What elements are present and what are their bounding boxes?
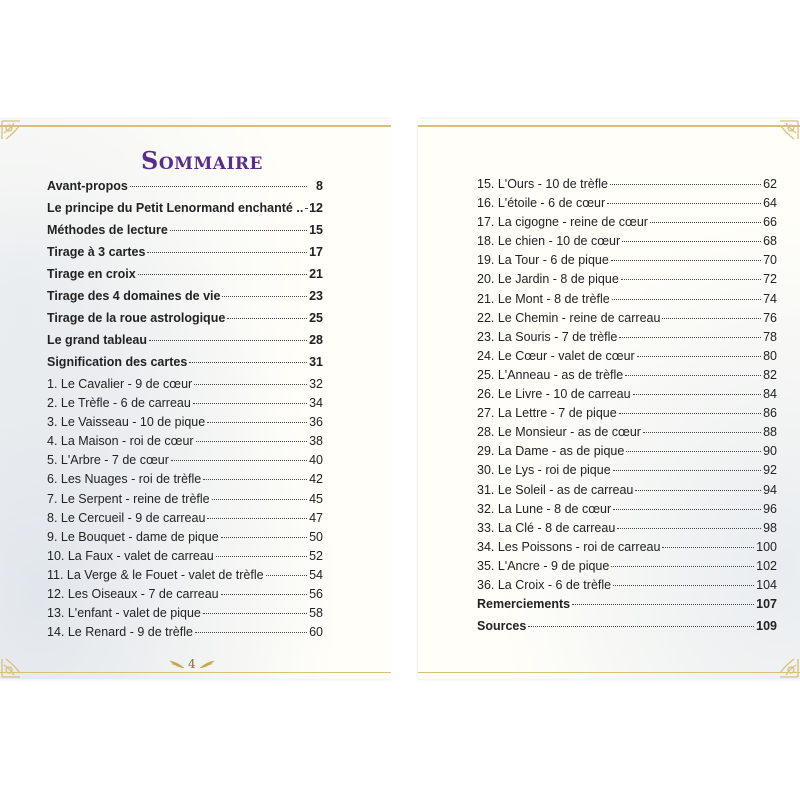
toc-entry-page: 38 bbox=[309, 434, 323, 449]
toc-entry-label: 21. Le Mont - 8 de trèfle bbox=[477, 291, 610, 306]
toc-entry-label: 22. Le Chemin - reine de carreau bbox=[477, 310, 661, 325]
toc-entry[interactable] bbox=[47, 311, 323, 333]
toc-entry-page: 98 bbox=[763, 520, 777, 535]
toc-entry-label: 24. Le Cœur - valet de cœur bbox=[477, 348, 635, 363]
toc-entry-page: 52 bbox=[309, 548, 323, 563]
toc-entry-page: 34 bbox=[309, 396, 323, 411]
toc-entry[interactable] bbox=[477, 292, 777, 311]
toc-entry-page: 102 bbox=[756, 558, 777, 573]
toc-entry-label: 8. Le Cercueil - 9 de carreau bbox=[47, 510, 206, 525]
dot-leader bbox=[212, 499, 307, 500]
toc-entry-label: 10. La Faux - valet de carreau bbox=[47, 548, 214, 563]
toc-entry-page: 25 bbox=[309, 311, 323, 325]
dot-leader bbox=[611, 260, 761, 261]
dot-leader bbox=[528, 626, 754, 627]
dot-leader bbox=[662, 547, 754, 548]
corner-ornament-icon bbox=[0, 119, 34, 153]
toc-entry-page: 94 bbox=[763, 482, 777, 497]
dot-leader bbox=[619, 337, 761, 338]
toc-entry-page: 42 bbox=[309, 472, 323, 487]
toc-entry-label: Tirage en croix bbox=[47, 267, 136, 281]
toc-entry[interactable] bbox=[477, 215, 777, 234]
toc-entry-page: 15 bbox=[309, 223, 323, 237]
dot-leader bbox=[633, 394, 761, 395]
page-folio bbox=[170, 657, 214, 671]
toc-entry-label: 12. Les Oiseaux - 7 de carreau bbox=[47, 587, 219, 602]
dot-leader bbox=[221, 594, 307, 595]
toc-entry-label: Tirage de la roue astrologique bbox=[47, 311, 226, 325]
toc-entry[interactable] bbox=[477, 272, 777, 291]
toc-entry-page: 12 bbox=[309, 201, 323, 215]
wings-icon bbox=[170, 660, 184, 669]
toc-entry-label: 4. La Maison - roi de cœur bbox=[47, 434, 194, 449]
dot-leader bbox=[305, 208, 307, 209]
toc-entry-page: 107 bbox=[756, 597, 777, 612]
dot-leader bbox=[613, 509, 761, 510]
toc-entry[interactable] bbox=[477, 597, 777, 619]
dot-leader bbox=[196, 441, 307, 442]
toc-entry-label: 35. L'Ancre - 9 de pique bbox=[477, 558, 610, 573]
toc-entry-page: 104 bbox=[756, 577, 777, 592]
toc-entry-label: Sources bbox=[477, 619, 527, 634]
toc-entry-label: Remerciements bbox=[477, 597, 571, 612]
toc-entry[interactable] bbox=[47, 289, 323, 311]
dot-leader bbox=[193, 403, 307, 404]
toc-entry-page: 23 bbox=[309, 289, 323, 303]
toc-entry-label: Méthodes de lecture bbox=[47, 223, 168, 237]
toc-entry[interactable] bbox=[47, 396, 323, 415]
toc-entry-page: 80 bbox=[763, 348, 777, 363]
toc-entry-label: 3. Le Vaisseau - 10 de pique bbox=[47, 415, 206, 430]
dot-leader bbox=[621, 279, 761, 280]
dot-leader bbox=[643, 432, 761, 433]
toc-entry-page: 32 bbox=[309, 377, 323, 391]
toc-entry-page: 31 bbox=[309, 355, 323, 369]
toc-entry[interactable] bbox=[477, 578, 777, 597]
toc-entry-label: 20. Le Jardin - 8 de pique bbox=[477, 272, 619, 287]
dot-leader bbox=[147, 252, 307, 253]
toc-entry-label: Le grand tableau bbox=[47, 333, 148, 347]
toc-entry[interactable] bbox=[47, 415, 323, 434]
dot-leader bbox=[207, 518, 307, 519]
toc-entry-page: 86 bbox=[763, 406, 777, 421]
toc-entry[interactable] bbox=[47, 201, 323, 223]
toc-entry[interactable] bbox=[477, 406, 777, 425]
dot-leader bbox=[227, 318, 307, 319]
right-page bbox=[418, 119, 800, 679]
toc-entry-label: 36. La Croix - 6 de trèfle bbox=[477, 577, 612, 592]
toc-entry[interactable] bbox=[477, 619, 777, 641]
toc-entry-label: 33. La Clé - 8 de carreau bbox=[477, 520, 616, 535]
toc-entry[interactable] bbox=[47, 492, 323, 511]
toc-entry[interactable] bbox=[47, 355, 323, 377]
toc-entry[interactable] bbox=[47, 223, 323, 245]
toc-entry[interactable] bbox=[477, 330, 777, 349]
toc-entry-label: 7. Le Serpent - reine de trèfle bbox=[47, 491, 210, 506]
corner-ornament-icon bbox=[766, 119, 800, 153]
dot-leader bbox=[222, 296, 307, 297]
toc-entry-label: Tirage à 3 cartes bbox=[47, 245, 146, 259]
dot-leader bbox=[207, 422, 307, 423]
toc-entry-page: 82 bbox=[763, 367, 777, 382]
toc-entry-page: 109 bbox=[756, 619, 777, 634]
toc-entry-label: 9. Le Bouquet - dame de pique bbox=[47, 529, 219, 544]
toc-entry-label: 15. L'Ours - 10 de trèfle bbox=[477, 177, 608, 191]
dot-leader bbox=[572, 604, 754, 605]
toc-entry-page: 40 bbox=[309, 453, 323, 468]
toc-entry-label: 17. La cigogne - reine de cœur bbox=[477, 215, 648, 230]
toc-entry-label: 34. Les Poissons - roi de carreau bbox=[477, 539, 661, 554]
toc-entry-page: 60 bbox=[309, 625, 323, 640]
toc-entry-page: 100 bbox=[756, 539, 777, 554]
dot-leader bbox=[635, 490, 761, 491]
dot-leader bbox=[650, 222, 761, 223]
toc-entry-label: 16. L'étoile - 6 de cœur bbox=[477, 196, 606, 211]
dot-leader bbox=[138, 274, 307, 275]
dot-leader bbox=[195, 632, 307, 633]
page-number: 4 bbox=[188, 657, 196, 671]
toc-entry[interactable] bbox=[47, 587, 323, 606]
toc-entry-page: 70 bbox=[763, 253, 777, 268]
toc-entry-page: 64 bbox=[763, 196, 777, 211]
toc-entry-label: 29. La Dame - as de pique bbox=[477, 444, 625, 459]
book-gutter bbox=[391, 119, 418, 679]
toc-entry-label: 28. Le Monsieur - as de cœur bbox=[477, 425, 641, 440]
dot-leader bbox=[203, 479, 307, 480]
toc-entry[interactable] bbox=[47, 472, 323, 491]
top-border-line bbox=[418, 125, 800, 127]
toc-entry[interactable] bbox=[477, 540, 777, 559]
dot-leader bbox=[637, 356, 761, 357]
toc-entry-label: Avant-propos bbox=[47, 179, 128, 193]
dot-leader bbox=[613, 470, 761, 471]
toc-entry[interactable] bbox=[477, 502, 777, 521]
top-border-line bbox=[0, 125, 391, 127]
toc-entry-page: 96 bbox=[763, 501, 777, 516]
dot-leader bbox=[216, 556, 307, 557]
toc-entry[interactable] bbox=[47, 179, 323, 201]
dot-leader bbox=[611, 566, 754, 567]
dot-leader bbox=[607, 203, 761, 204]
toc-entry-label: 32. La Lune - 8 de cœur bbox=[477, 501, 612, 516]
toc-entry-label: 26. Le Livre - 10 de carreau bbox=[477, 387, 631, 402]
toc-entry-page: 17 bbox=[309, 245, 323, 259]
toc-entry-page: 58 bbox=[309, 606, 323, 621]
dot-leader bbox=[130, 186, 307, 187]
toc-entry-page: 50 bbox=[309, 529, 323, 544]
toc-entry-page: 90 bbox=[763, 444, 777, 459]
dot-leader bbox=[149, 340, 307, 341]
toc-entry[interactable] bbox=[477, 177, 777, 196]
toc-entry[interactable] bbox=[47, 245, 323, 267]
toc-entry-page: 8 bbox=[316, 179, 323, 193]
toc-entry-page: 68 bbox=[763, 234, 777, 249]
dot-leader bbox=[625, 375, 761, 376]
toc-entry-page: 28 bbox=[309, 333, 323, 347]
toc-entry[interactable] bbox=[477, 368, 777, 387]
toc-entry-label: 11. La Verge & le Fouet - valet de trèfle bbox=[47, 567, 264, 582]
dot-leader bbox=[613, 585, 754, 586]
toc-entry[interactable] bbox=[47, 333, 323, 355]
toc-entry-label: 6. Les Nuages - roi de trèfle bbox=[47, 472, 202, 487]
left-page bbox=[0, 119, 391, 679]
toc-entry[interactable] bbox=[47, 625, 323, 644]
wings-icon bbox=[200, 660, 214, 669]
toc-entry-page: 62 bbox=[763, 177, 777, 191]
toc-entry[interactable] bbox=[477, 196, 777, 215]
toc-entry-label: Le principe du Petit Lenormand enchanté .. bbox=[47, 201, 304, 215]
toc-entry-label: Tirage des 4 domaines de vie bbox=[47, 289, 221, 303]
toc-entry[interactable] bbox=[477, 444, 777, 463]
toc-entry-page: 56 bbox=[309, 587, 323, 602]
toc-entry[interactable] bbox=[47, 434, 323, 453]
dot-leader bbox=[171, 460, 307, 461]
dot-leader bbox=[662, 318, 761, 319]
page-title: Sommaire bbox=[141, 146, 264, 175]
dot-leader bbox=[619, 413, 761, 414]
toc-entry[interactable] bbox=[477, 463, 777, 482]
toc-entry-page: 76 bbox=[763, 310, 777, 325]
toc-list-left bbox=[47, 179, 323, 644]
toc-entry-label: 31. Le Soleil - as de carreau bbox=[477, 482, 634, 497]
dot-leader bbox=[221, 537, 307, 538]
dot-leader bbox=[189, 362, 307, 363]
toc-entry-label: 1. Le Cavalier - 9 de cœur bbox=[47, 377, 193, 391]
dot-leader bbox=[266, 575, 307, 576]
toc-entry[interactable] bbox=[47, 267, 323, 289]
dot-leader bbox=[626, 451, 761, 452]
toc-entry-label: 13. L'enfant - valet de pique bbox=[47, 606, 201, 621]
toc-entry-label: Signification des cartes bbox=[47, 355, 188, 369]
toc-entry[interactable] bbox=[47, 530, 323, 549]
toc-entry[interactable] bbox=[477, 349, 777, 368]
toc-entry[interactable] bbox=[47, 453, 323, 472]
toc-entry-label: 30. Le Lys - roi de pique bbox=[477, 463, 611, 478]
dot-leader bbox=[610, 184, 761, 185]
toc-entry-page: 84 bbox=[763, 387, 777, 402]
toc-entry[interactable] bbox=[477, 483, 777, 502]
toc-entry[interactable] bbox=[477, 311, 777, 330]
toc-entry-label: 18. Le chien - 10 de cœur bbox=[477, 234, 621, 249]
toc-entry[interactable] bbox=[477, 425, 777, 444]
toc-entry-page: 54 bbox=[309, 567, 323, 582]
toc-entry-page: 36 bbox=[309, 415, 323, 430]
dot-leader bbox=[612, 299, 761, 300]
corner-ornament-icon bbox=[766, 645, 800, 679]
dot-leader bbox=[617, 528, 761, 529]
toc-entry[interactable] bbox=[47, 511, 323, 530]
toc-entry-label: 19. La Tour - 6 de pique bbox=[477, 253, 609, 268]
dot-leader bbox=[622, 241, 761, 242]
bottom-border-line bbox=[418, 672, 800, 674]
dot-leader bbox=[170, 230, 307, 231]
toc-entry[interactable] bbox=[477, 253, 777, 272]
corner-ornament-icon bbox=[0, 645, 34, 679]
toc-entry-page: 92 bbox=[763, 463, 777, 478]
toc-entry[interactable] bbox=[477, 559, 777, 578]
toc-entry[interactable] bbox=[477, 234, 777, 253]
toc-entry[interactable] bbox=[47, 549, 323, 568]
toc-entry-label: 5. L'Arbre - 7 de cœur bbox=[47, 453, 169, 468]
toc-entry-label: 25. L'Anneau - as de trèfle bbox=[477, 367, 624, 382]
toc-entry-page: 78 bbox=[763, 329, 777, 344]
toc-entry[interactable] bbox=[477, 521, 777, 540]
toc-entry-page: 88 bbox=[763, 425, 777, 440]
toc-entry[interactable] bbox=[477, 387, 777, 406]
bottom-border-line bbox=[0, 672, 391, 674]
toc-entry-page: 66 bbox=[763, 215, 777, 230]
toc-entry-page: 47 bbox=[309, 510, 323, 525]
toc-entry-page: 74 bbox=[763, 291, 777, 306]
dot-leader bbox=[203, 613, 307, 614]
toc-entry-page: 21 bbox=[309, 267, 323, 281]
toc-entry-page: 72 bbox=[763, 272, 777, 287]
toc-entry-label: 2. Le Trèfle - 6 de carreau bbox=[47, 396, 191, 411]
toc-entry-label: 27. La Lettre - 7 de pique bbox=[477, 406, 617, 421]
toc-entry[interactable] bbox=[47, 606, 323, 625]
toc-list-right bbox=[477, 177, 777, 641]
toc-entry-page: 45 bbox=[309, 491, 323, 506]
toc-entry[interactable] bbox=[47, 568, 323, 587]
dot-leader bbox=[194, 384, 307, 385]
toc-entry-label: 23. La Souris - 7 de trèfle bbox=[477, 329, 618, 344]
toc-entry-label: 14. Le Renard - 9 de trèfle bbox=[47, 625, 193, 640]
toc-entry[interactable] bbox=[47, 377, 323, 396]
